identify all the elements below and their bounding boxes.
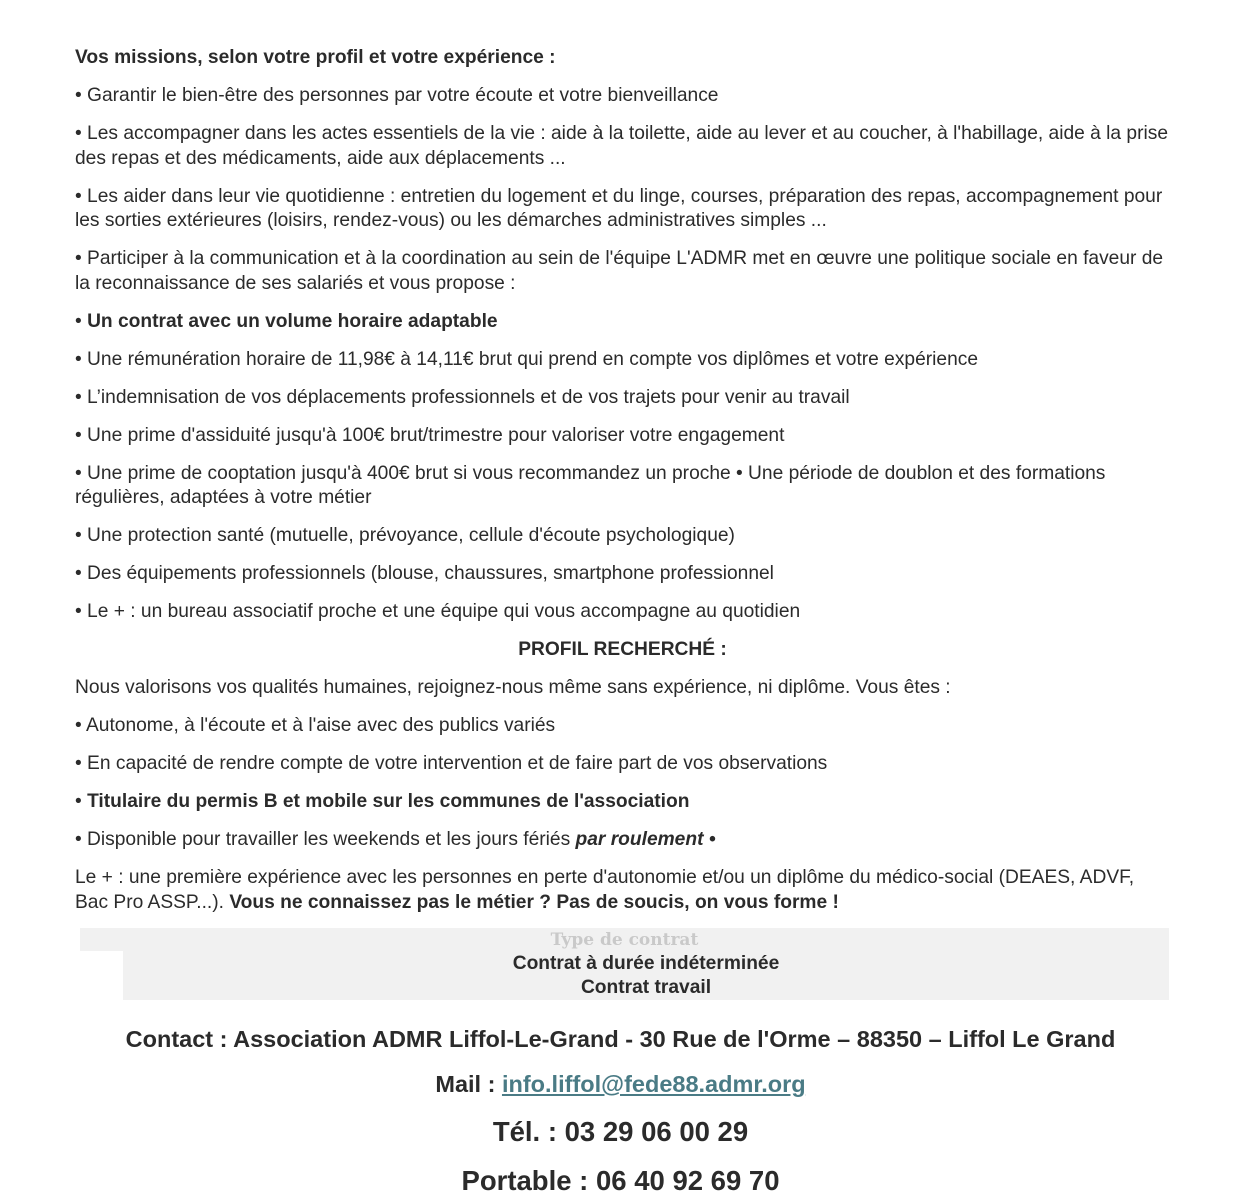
mission-item: • Les accompagner dans les actes essentiels de la vie : aide à la toilette, aide au lever et au coucher, à l'habillage, aide à la prise des repas et des médicaments, aide aux déplacements ... bbox=[75, 123, 1169, 169]
mission-item: • Garantir le bien-être des personnes par votre écoute et votre bienveillance bbox=[75, 85, 719, 106]
plus-bold: Vous ne connaissez pas le métier ? Pas de soucis, on vous forme ! bbox=[229, 891, 839, 913]
offer-item: • Le + : un bureau associatif proche et une équipe qui vous accompagne au quotidien bbox=[75, 601, 801, 622]
profile-item: • Autonome, à l'écoute et à l'aise avec des publics variés bbox=[75, 715, 556, 736]
offer-item: • L’indemnisation de vos déplacements professionnels et de vos trajets pour venir au travail bbox=[75, 386, 850, 408]
plus-text: Le + : une première expérience avec les personnes en perte d'autonomie et/ou un diplôme du médico-social (DEAES, ADVF, Bac Pro ASSP...). bbox=[75, 867, 1135, 913]
contract-duration: Contrat à durée indéterminée bbox=[512, 953, 780, 974]
mail-label: Mail : bbox=[435, 1071, 496, 1097]
availability-text: • Disponible pour travailler les weekends et les jours fériés bbox=[75, 829, 571, 850]
mission-item: • Participer à la communication et à la coordination au sein de l'équipe L'ADMR met en œuvre une politique sociale en faveur de la reconnaissance de ses salariés et vous propose : bbox=[75, 248, 1164, 294]
offer-contract-bold: Un contrat avec un volume horaire adaptable bbox=[87, 310, 498, 332]
offer-item: • Une protection santé (mutuelle, prévoyance, cellule d'écoute psychologique) bbox=[75, 525, 735, 546]
offer-item: • Des équipements professionnels (blouse, chaussures, smartphone professionnel bbox=[75, 563, 774, 584]
mission-item: • Les aider dans leur vie quotidienne : entretien du logement et du linge, courses, préparation des repas, accompagnement pour les sorties extérieures (loisirs, rendez-vous) ou les démarches administratives simples ... bbox=[75, 185, 1163, 231]
availability-emphasis: par roulement bbox=[575, 829, 704, 850]
profile-intro: Nous valorisons vos qualités humaines, rejoignez-nous même sans expérience, ni diplôme. Vous êtes : bbox=[75, 677, 951, 698]
offer-item: • Une prime d'assiduité jusqu'à 100€ brut/trimestre pour valoriser votre engagement bbox=[75, 424, 785, 446]
profile-plus bbox=[75, 866, 1170, 915]
offer-item: • Une prime de cooptation jusqu'à 400€ brut si vous recommandez un proche • Une période de doublon et des formations régulières, adaptées à votre métier bbox=[75, 462, 1106, 508]
bullet: • bbox=[75, 791, 82, 812]
profile-license-bold: Titulaire du permis B et mobile sur les communes de l'association bbox=[87, 791, 690, 812]
offer-item: • Une rémunération horaire de 11,98€ à 14,11€ brut qui prend en compte vos diplômes et votre expérience bbox=[75, 348, 979, 370]
profile-heading: PROFIL RECHERCHÉ : bbox=[518, 639, 727, 660]
contact-phone: Tél. : 03 29 06 00 29 bbox=[492, 1116, 749, 1147]
bullet: • bbox=[75, 310, 82, 332]
missions-heading: Vos missions, selon votre profil et votre expérience : bbox=[75, 47, 556, 68]
contract-type-title: Type de contrat bbox=[550, 930, 699, 950]
contact-mail-line bbox=[0, 1069, 1241, 1099]
job-description bbox=[75, 46, 1170, 929]
contact-mobile: Portable : 06 40 92 69 70 bbox=[461, 1165, 780, 1196]
offer-item-contract bbox=[75, 310, 1170, 335]
contact-address: Contact : Association ADMR Liffol-Le-Grand - 30 Rue de l'Orme – 88350 – Liffol Le Grand bbox=[125, 1026, 1116, 1052]
profile-item-license bbox=[75, 790, 1170, 815]
contract-type-table bbox=[80, 928, 1169, 1000]
profile-item: • En capacité de rendre compte de votre intervention et de faire part de vos observations bbox=[75, 753, 828, 774]
mail-link[interactable]: info.liffol@fede88.admr.org bbox=[501, 1071, 806, 1097]
profile-item-availability bbox=[75, 828, 1170, 853]
availability-end-bullet: • bbox=[708, 829, 716, 850]
contract-kind: Contrat travail bbox=[580, 977, 712, 998]
